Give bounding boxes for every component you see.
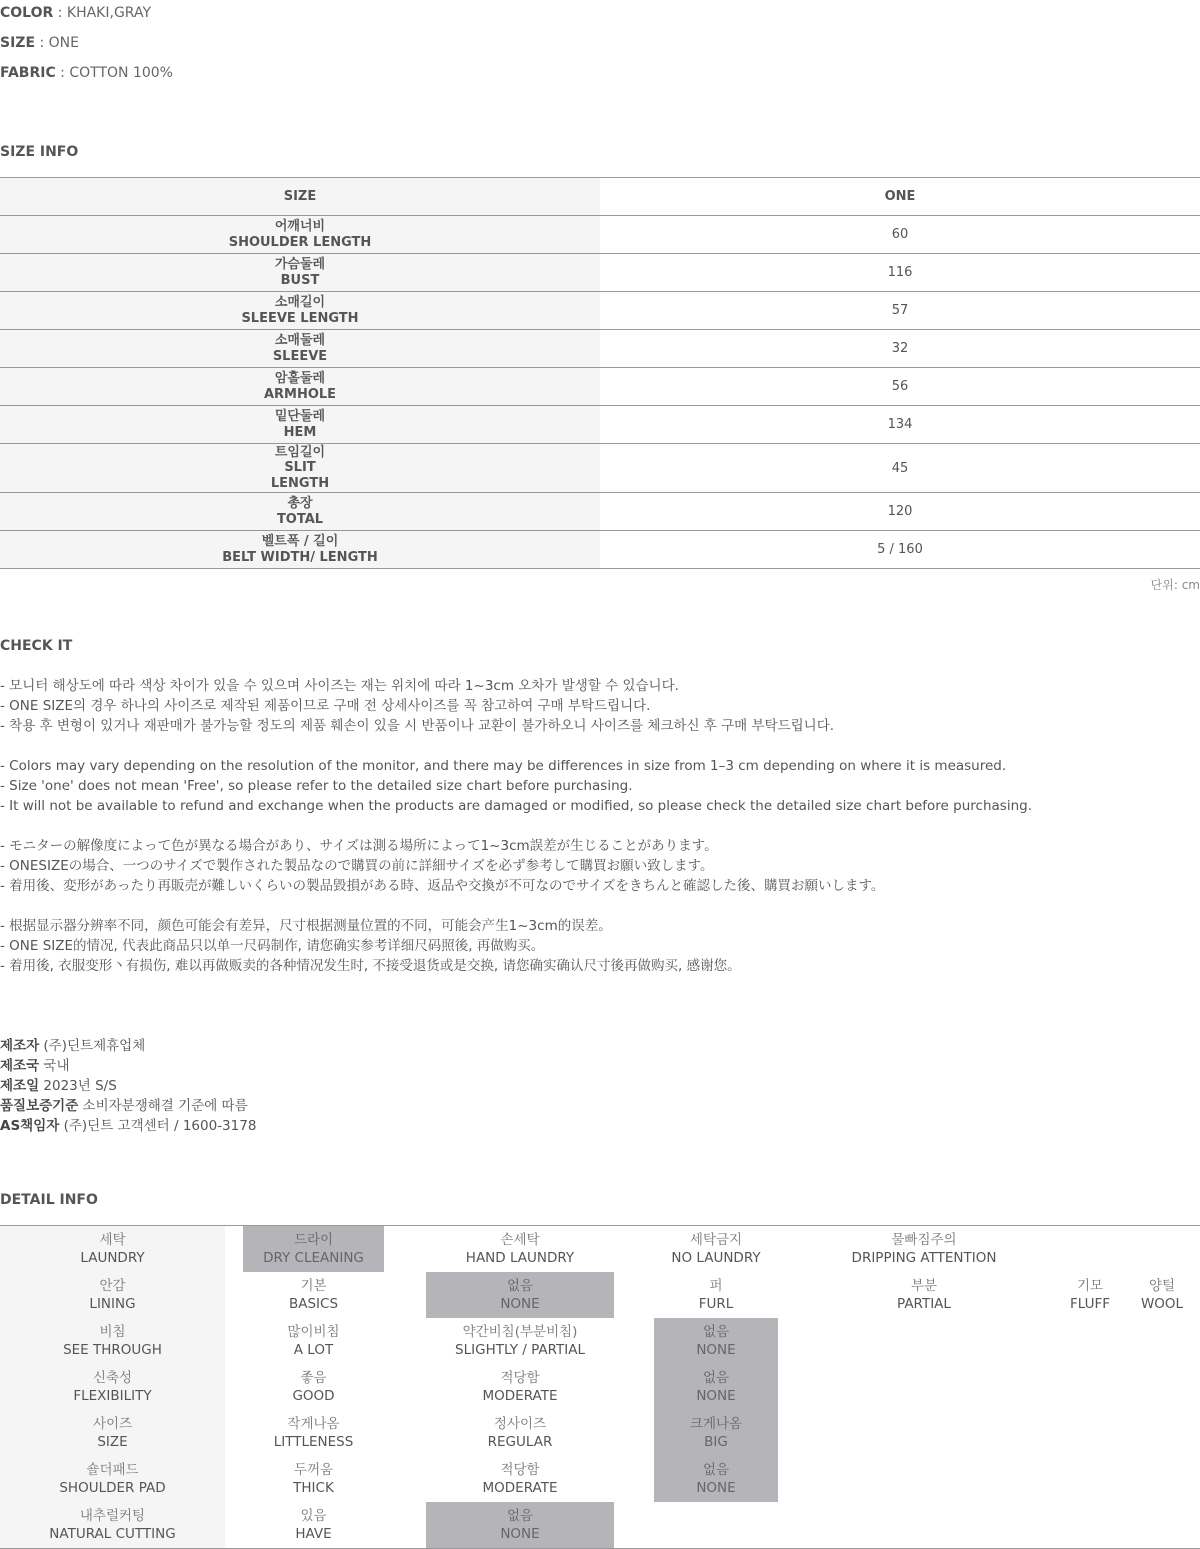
label-en: SHOULDER PAD: [59, 1480, 166, 1496]
detail-option-partial: [834, 1272, 1014, 1318]
check-line: - ONE SIZE의 경우 하나의 사이즈로 제작된 제품이므로 구매 전 상세사이즈를 꼭 참고하여 구매 부탁드립니다.: [0, 698, 651, 714]
detail-option-none: [426, 1272, 614, 1318]
label-en: BELT WIDTH/ LENGTH: [222, 549, 378, 565]
label-en: SLIT: [284, 460, 316, 476]
spec-value: : KHAKI,GRAY: [53, 5, 151, 21]
mfg-maker: [0, 1036, 145, 1056]
size-info-title: SIZE INFO: [0, 144, 79, 160]
option-ko: 없음: [702, 1370, 730, 1386]
detail-label-lining: [0, 1272, 225, 1318]
detail-option-have: [243, 1502, 384, 1548]
detail-option-a-lot: [243, 1318, 384, 1364]
detail-option-moderate: [426, 1456, 614, 1502]
option-en: FURL: [698, 1296, 734, 1312]
size-table-header: [0, 178, 1200, 216]
label-en: TOTAL: [276, 511, 324, 527]
label-ko: 벨트폭 / 길이: [261, 534, 339, 549]
check-line: - 着用後、変形があったり再販売が難しいくらいの製品毀損がある時、返品や交換が不可なのでサイズをきちんと確認した後、購買お願いします。: [0, 878, 885, 894]
option-ko: 기모: [1076, 1278, 1104, 1294]
mfg-date: [0, 1076, 117, 1096]
size-row-label: [0, 368, 600, 405]
size-header-value: ONE: [884, 189, 916, 204]
label-ko: 밑단둘레: [274, 409, 326, 424]
option-ko: 두꺼움: [293, 1462, 334, 1478]
option-ko: 좋음: [300, 1370, 327, 1386]
size-row-label: [0, 330, 600, 367]
detail-option-none: [654, 1456, 778, 1502]
label-en: BUST: [280, 272, 320, 288]
check-line: - ONE SIZE的情况, 代表此商品只以单一尺码制作, 请您确实参考详细尺码照後, 再做购买。: [0, 938, 545, 954]
size-row-value: 134: [887, 417, 913, 432]
size-row-value: 45: [891, 460, 909, 476]
detail-option-wool: [1130, 1272, 1194, 1318]
option-en: MODERATE: [482, 1388, 558, 1404]
detail-option-dry-cleaning: [243, 1226, 384, 1272]
label-ko: 숄더패드: [86, 1462, 139, 1478]
detail-option-slightly: [426, 1318, 614, 1364]
mfg-label: 품질보증기준: [0, 1098, 79, 1114]
option-ko: 물빠짐주의: [891, 1232, 957, 1248]
label-ko: 암홀둘레: [274, 371, 326, 386]
label-ko: 트임길이: [274, 444, 326, 460]
table-row: [0, 493, 1200, 531]
option-ko: 적당함: [500, 1462, 540, 1478]
detail-option-none: [654, 1318, 778, 1364]
label-ko: 총장: [287, 496, 313, 511]
size-row-value: 5 / 160: [877, 542, 923, 557]
check-line: - 모니터 해상도에 따라 색상 차이가 있을 수 있으며 사이즈는 재는 위치에 따라 1~3cm 오차가 발생할 수 있습니다.: [0, 678, 679, 694]
table-row: [0, 292, 1200, 330]
label-en: HEM: [283, 424, 317, 440]
spec-color: [0, 3, 151, 23]
mfg-value: (주)딘트제휴업체: [39, 1038, 146, 1054]
option-ko: 적당함: [500, 1370, 540, 1386]
size-row-label: [0, 254, 600, 291]
option-en: REGULAR: [487, 1434, 553, 1450]
option-en: FLUFF: [1069, 1296, 1111, 1312]
label-en: SLEEVE: [272, 348, 328, 364]
size-row-value: 32: [891, 341, 909, 356]
detail-option-furl: [654, 1272, 778, 1318]
detail-option-dripping-attention: [834, 1226, 1014, 1272]
option-en: WOOL: [1140, 1296, 1184, 1312]
size-row-label: [0, 406, 600, 443]
table-row: [0, 531, 1200, 569]
detail-label-size: [0, 1410, 225, 1456]
table-row: [0, 216, 1200, 254]
option-en: HAND LAUNDRY: [465, 1250, 575, 1266]
option-ko: 있음: [300, 1508, 327, 1524]
option-en: PARTIAL: [897, 1296, 951, 1312]
label-ko: 세탁: [99, 1232, 126, 1248]
detail-option-none: [426, 1502, 614, 1548]
mfg-label: 제조국: [0, 1058, 40, 1074]
label-en: LINING: [89, 1296, 136, 1312]
option-ko: 없음: [506, 1278, 534, 1294]
label-ko: 안감: [99, 1278, 126, 1294]
option-en: NO LAUNDRY: [671, 1250, 761, 1266]
size-row-value: 120: [887, 504, 913, 519]
label-en-2: LENGTH: [270, 475, 330, 491]
check-line: - Colors may vary depending on the resolution of the monitor, and there may be differences in size from 1–3 cm depending on where it is measured.: [0, 758, 1007, 774]
label-en: SIZE: [97, 1434, 128, 1450]
check-line: - ONESIZEの場合、一つのサイズで製作された製品なので購買の前に詳細サイズを必ず参考して購買お願い致します。: [0, 858, 714, 874]
mfg-quality: [0, 1096, 248, 1116]
option-en: HAVE: [295, 1526, 332, 1542]
label-en: SHOULDER LENGTH: [228, 234, 372, 250]
option-ko: 정사이즈: [493, 1416, 547, 1432]
size-row-value: 116: [887, 265, 913, 280]
check-line: - 着用後, 衣服变形丶有损伤, 难以再做贩卖的各种情况发生时, 不接受退货或是交换, 请您确实确认尺寸後再做购买, 感谢您。: [0, 958, 741, 974]
detail-label-laundry: [0, 1226, 225, 1272]
spec-value: : ONE: [35, 35, 79, 51]
option-en: NONE: [696, 1388, 736, 1404]
label-ko: 소매둘레: [274, 333, 326, 348]
label-ko: 비침: [99, 1324, 126, 1340]
size-row-label: [0, 531, 600, 568]
table-row: [0, 406, 1200, 444]
detail-option-moderate: [426, 1364, 614, 1410]
option-en: NONE: [500, 1296, 540, 1312]
detail-label-flexibility: [0, 1364, 225, 1410]
size-unit-note: 단위: cm: [1150, 578, 1200, 592]
label-en: SEE THROUGH: [63, 1342, 162, 1358]
spec-label: FABRIC: [0, 65, 56, 81]
option-en: THICK: [293, 1480, 334, 1496]
option-ko: 퍼: [709, 1278, 723, 1294]
option-ko: 드라이: [293, 1232, 334, 1248]
size-row-label: [0, 292, 600, 329]
size-row-label: [0, 216, 600, 253]
mfg-label: 제조자: [0, 1038, 40, 1054]
check-line: - 착용 후 변형이 있거나 재판매가 불가능할 정도의 제품 훼손이 있을 시 반품이나 교환이 불가하오니 사이즈를 체크하신 후 구매 부탁드립니다.: [0, 718, 835, 734]
spec-size: [0, 33, 79, 53]
option-en: MODERATE: [482, 1480, 558, 1496]
option-ko: 세탁금지: [689, 1232, 743, 1248]
detail-option-hand-laundry: [426, 1226, 614, 1272]
table-row: [0, 330, 1200, 368]
mfg-as: [0, 1116, 256, 1136]
detail-option-none: [654, 1364, 778, 1410]
detail-option-littleness: [243, 1410, 384, 1456]
spec-label: SIZE: [0, 35, 36, 51]
detail-option-no-laundry: [654, 1226, 778, 1272]
option-ko: 없음: [702, 1462, 730, 1478]
option-ko: 없음: [506, 1508, 534, 1524]
option-en: BASICS: [288, 1296, 339, 1312]
check-it-title: CHECK IT: [0, 638, 73, 654]
table-row: [0, 444, 1200, 493]
label-en: NATURAL CUTTING: [49, 1526, 176, 1542]
mfg-label: 제조일: [0, 1078, 40, 1094]
mfg-label: AS책임자: [0, 1118, 60, 1134]
mfg-value: (주)딘트 고객센터 / 1600-3178: [59, 1118, 257, 1134]
option-ko: 손세탁: [500, 1232, 540, 1248]
label-en: LAUNDRY: [80, 1250, 145, 1266]
option-ko: 기본: [300, 1278, 327, 1294]
option-ko: 약간비침(부분비침): [462, 1324, 578, 1340]
label-ko: 내추럴커팅: [79, 1508, 146, 1524]
spec-label: COLOR: [0, 5, 54, 21]
mfg-value: 소비자분쟁해결 기준에 따름: [78, 1098, 248, 1114]
option-ko: 많이비침: [287, 1324, 340, 1340]
size-row-label: [0, 444, 600, 492]
size-table: [0, 177, 1200, 569]
detail-label-shoulder-pad: [0, 1456, 225, 1502]
size-row-value: 56: [891, 379, 909, 394]
detail-option-thick: [243, 1456, 384, 1502]
size-row-value: 60: [891, 227, 909, 242]
table-row: [0, 254, 1200, 292]
label-en: SLEEVE LENGTH: [241, 310, 359, 326]
check-line: - Size 'one' does not mean 'Free', so please refer to the detailed size chart before purchasing.: [0, 778, 633, 794]
option-ko: 작게나옴: [287, 1416, 340, 1432]
label-en: FLEXIBILITY: [73, 1388, 152, 1404]
size-row-value: 57: [891, 303, 909, 318]
detail-option-big: [654, 1410, 778, 1456]
mfg-value: 국내: [39, 1058, 70, 1074]
option-ko: 없음: [702, 1324, 730, 1340]
check-line: - モニターの解像度によって色が異なる場合があり、サイズは測る場所によって1~3cm誤差が生じることがあります。: [0, 838, 718, 854]
detail-label-natural-cutting: [0, 1502, 225, 1548]
detail-label-see-through: [0, 1318, 225, 1364]
mfg-value: 2023년 S/S: [39, 1078, 117, 1094]
check-line: - It will not be available to refund and exchange when the products are damaged or modified, so please check the detailed size chart before purchasing.: [0, 798, 1032, 814]
label-en: ARMHOLE: [263, 386, 337, 402]
option-en: A LOT: [293, 1342, 334, 1358]
option-en: NONE: [696, 1480, 736, 1496]
table-row: [0, 368, 1200, 406]
option-en: SLIGHTLY / PARTIAL: [455, 1342, 585, 1358]
option-en: BIG: [704, 1434, 728, 1450]
label-ko: 소매길이: [274, 295, 326, 310]
detail-option-good: [243, 1364, 384, 1410]
detail-option-fluff: [1056, 1272, 1124, 1318]
option-en: GOOD: [292, 1388, 335, 1404]
detail-option-basics: [243, 1272, 384, 1318]
option-en: NONE: [696, 1342, 736, 1358]
size-header-label: SIZE: [0, 178, 600, 215]
size-row-label: [0, 493, 600, 530]
label-ko: 사이즈: [92, 1416, 133, 1432]
option-ko: 양털: [1148, 1278, 1176, 1294]
spec-fabric: [0, 63, 173, 83]
option-en: DRIPPING ATTENTION: [851, 1250, 997, 1266]
mfg-country: [0, 1056, 70, 1076]
label-ko: 어깨너비: [274, 219, 326, 234]
option-ko: 크게나옴: [689, 1416, 743, 1432]
option-en: DRY CLEANING: [263, 1250, 364, 1266]
detail-option-regular: [426, 1410, 614, 1456]
label-ko: 가슴둘레: [274, 257, 326, 272]
option-en: NONE: [500, 1526, 540, 1542]
check-line: - 根据显示器分辨率不同，颜色可能会有差异，尺寸根据测量位置的不同，可能会产生1~3cm的误差。: [0, 918, 612, 934]
option-ko: 부분: [910, 1278, 938, 1294]
detail-info-title: DETAIL INFO: [0, 1192, 98, 1208]
label-ko: 신축성: [92, 1370, 133, 1386]
option-en: LITTLENESS: [273, 1434, 354, 1450]
spec-value: : COTTON 100%: [55, 65, 173, 81]
